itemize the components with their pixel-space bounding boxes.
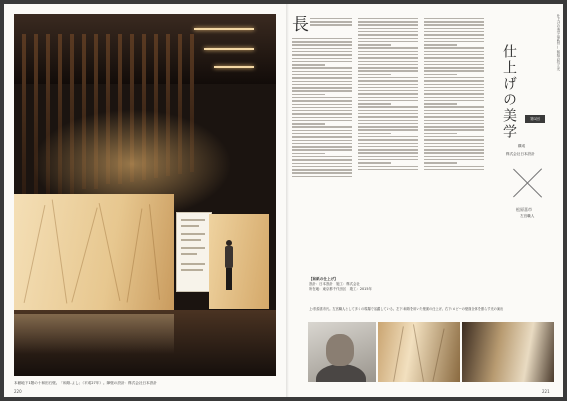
- ceiling-light: [204, 48, 254, 50]
- page-number-right: 221: [542, 389, 550, 394]
- body-text-line: [424, 74, 457, 75]
- ceiling-light: [194, 28, 254, 30]
- body-text-line: [358, 38, 418, 39]
- page-number-left: 220: [14, 389, 22, 394]
- body-text-line: [424, 18, 484, 19]
- portrait-photo: [308, 322, 376, 382]
- body-text-line: [424, 54, 484, 55]
- body-text-line: [424, 126, 484, 127]
- body-text-line: [292, 77, 352, 78]
- body-text-line: [292, 113, 352, 114]
- body-text-line: [292, 117, 352, 118]
- wall-texture: [99, 203, 121, 301]
- body-text-line: [358, 116, 418, 117]
- body-text-line: [424, 47, 484, 48]
- body-text-line: [424, 136, 484, 137]
- text-column-3: [424, 16, 484, 172]
- body-text-line: [424, 87, 484, 88]
- body-text-line: [424, 67, 484, 68]
- body-text-line: [358, 61, 418, 62]
- floor-reflection: [14, 314, 174, 354]
- body-text-line: [292, 120, 352, 121]
- body-text-line: [292, 123, 325, 124]
- info-board: [176, 212, 212, 292]
- body-text-line: [424, 123, 484, 124]
- body-text-line: [358, 123, 418, 124]
- body-text-line: [424, 93, 484, 94]
- body-text-line: [292, 107, 352, 108]
- body-text-line: [358, 97, 418, 98]
- body-text-line: [358, 24, 418, 25]
- body-text-line: [358, 74, 391, 75]
- body-text-line: [358, 136, 418, 137]
- body-text-line: [358, 18, 418, 19]
- body-text-line: [358, 143, 418, 144]
- body-text-line: [358, 84, 418, 85]
- body-text-line: [424, 129, 484, 130]
- body-text-line: [292, 97, 352, 98]
- body-text-line: [358, 103, 391, 104]
- body-text-line: [358, 156, 418, 157]
- body-text-line: [292, 44, 352, 45]
- body-text-line: [358, 106, 418, 107]
- lobby-wide-photo: [462, 322, 554, 382]
- body-text-line: [358, 44, 391, 45]
- body-text-line: [292, 130, 352, 131]
- body-text-line: [424, 106, 484, 107]
- body-text-line: [310, 18, 352, 19]
- ceiling-light: [214, 66, 254, 68]
- wall-detail-photo: [378, 322, 460, 382]
- person-figure: [224, 240, 234, 290]
- body-text-line: [424, 166, 484, 167]
- body-text-line: [424, 149, 484, 150]
- portrait-face: [326, 334, 354, 366]
- body-text-line: [358, 120, 418, 121]
- wall-texture: [413, 324, 424, 381]
- drop-cap: 長: [292, 16, 309, 35]
- body-text-line: [424, 116, 484, 117]
- portrait-shoulders: [316, 364, 366, 382]
- body-text-line: [424, 113, 484, 114]
- author-name-bottom: 松原喜市: [516, 207, 532, 212]
- body-text-line: [292, 51, 352, 52]
- body-text-line: [358, 152, 418, 153]
- wall-texture: [127, 209, 143, 303]
- text-column-1b: [292, 36, 352, 179]
- body-text-line: [292, 143, 352, 144]
- body-text-line: [292, 169, 352, 170]
- body-text-line: [358, 28, 418, 29]
- body-text-line: [358, 126, 418, 127]
- body-text-line: [358, 57, 418, 58]
- body-text-line: [292, 156, 352, 157]
- textured-wall-right: [209, 214, 269, 309]
- body-text: [292, 16, 484, 266]
- body-text-line: [292, 38, 352, 39]
- body-text-line: [424, 146, 484, 147]
- author-role-top: 構成: [518, 144, 526, 148]
- wood-slat: [22, 34, 26, 204]
- author-role-bottom: 左官職人: [520, 214, 535, 218]
- body-text-line: [424, 31, 484, 32]
- body-text-line: [292, 133, 352, 134]
- body-text-line: [292, 74, 352, 75]
- body-text-line: [358, 139, 418, 140]
- body-text-line: [424, 110, 484, 111]
- body-text-line: [424, 80, 484, 81]
- magazine-spread: [4, 4, 563, 397]
- body-text-line: [424, 51, 484, 52]
- body-text-line: [292, 149, 352, 150]
- body-text-line: [358, 100, 418, 101]
- lobby-photo: [14, 14, 276, 376]
- body-text-line: [358, 87, 418, 88]
- body-text-line: [292, 90, 352, 91]
- body-text-line: [424, 38, 484, 39]
- info-box-title: 【和紙の仕上げ】: [309, 277, 338, 281]
- author-name-top: 株式会社日本設計: [506, 152, 535, 156]
- body-text-line: [310, 21, 352, 22]
- article-title: 仕上げの美学: [501, 44, 517, 140]
- body-text-line: [292, 166, 352, 167]
- body-text-line: [292, 146, 352, 147]
- body-text-line: [424, 34, 484, 35]
- body-text-line: [310, 24, 352, 25]
- body-text-line: [424, 84, 484, 85]
- body-text-line: [424, 21, 484, 22]
- body-text-line: [424, 77, 484, 78]
- body-text-line: [292, 110, 352, 111]
- body-text-line: [292, 136, 352, 137]
- body-text-line: [424, 57, 484, 58]
- series-tag: 第1回: [525, 115, 545, 123]
- body-text-line: [292, 100, 352, 101]
- body-text-line: [292, 172, 352, 173]
- text-column-2: [358, 16, 418, 172]
- body-text-line: [424, 28, 484, 29]
- body-text-line: [292, 87, 352, 88]
- body-text-line: [358, 129, 418, 130]
- body-text-line: [358, 47, 418, 48]
- gutter: [286, 4, 289, 397]
- body-text-line: [358, 159, 418, 160]
- body-text-line: [292, 54, 352, 55]
- body-text-line: [358, 21, 418, 22]
- body-text-line: [358, 162, 391, 163]
- textured-wall: [14, 194, 174, 314]
- body-text-line: [358, 110, 418, 111]
- body-text-line: [358, 169, 418, 170]
- body-text-line: [358, 113, 418, 114]
- body-text-line: [358, 90, 418, 91]
- body-text-line: [292, 41, 352, 42]
- body-text-line: [424, 139, 484, 140]
- body-text-line: [292, 153, 325, 154]
- body-text-line: [424, 41, 484, 42]
- body-text-line: [424, 162, 457, 163]
- body-text-line: [424, 143, 484, 144]
- body-text-line: [424, 159, 484, 160]
- info-box: [309, 277, 419, 307]
- body-text-line: [292, 126, 352, 127]
- body-text-line: [292, 176, 352, 177]
- wall-texture: [52, 199, 68, 303]
- body-text-line: [292, 163, 352, 164]
- body-text-line: [358, 149, 418, 150]
- body-text-line: [358, 93, 418, 94]
- body-text-line: [358, 67, 418, 68]
- body-text-line: [292, 159, 352, 160]
- text-column-1: [310, 16, 352, 28]
- body-text-line: [358, 166, 418, 167]
- body-text-line: [358, 54, 418, 55]
- body-text-line: [292, 48, 352, 49]
- body-text-line: [358, 70, 418, 71]
- body-text-line: [424, 97, 484, 98]
- figure-caption: 上:松原喜市氏。左官職人として多くの現場で活躍している。左下:和紙を用いた壁面の仕上げ。右下:ロビーの壁面全体を照らす光の演出: [309, 307, 504, 311]
- body-text-line: [292, 84, 352, 85]
- body-text-line: [292, 61, 352, 62]
- wall-texture: [24, 205, 46, 303]
- wall-texture: [432, 328, 444, 381]
- body-text-line: [358, 41, 418, 42]
- body-text-line: [358, 34, 418, 35]
- body-text-line: [358, 80, 418, 81]
- body-text-line: [358, 146, 418, 147]
- body-text-line: [424, 100, 484, 101]
- body-text-line: [424, 90, 484, 91]
- body-text-line: [292, 140, 352, 141]
- body-text-line: [424, 70, 484, 71]
- wall-texture: [393, 326, 404, 381]
- body-text-line: [424, 120, 484, 121]
- wall-texture: [71, 208, 97, 303]
- info-box-line: 所在地：東京都千代田区 竣工：2015年: [309, 287, 372, 291]
- wall-texture: [149, 204, 160, 300]
- body-text-line: [424, 152, 484, 153]
- body-text-line: [424, 64, 484, 65]
- body-text-line: [424, 103, 457, 104]
- body-text-line: [358, 64, 418, 65]
- body-text-line: [424, 133, 457, 134]
- body-text-line: [292, 71, 352, 72]
- body-text-line: [292, 58, 352, 59]
- body-text-line: [358, 51, 418, 52]
- body-text-line: [292, 81, 352, 82]
- running-head: 仕上げの美学 第4回 — 和紙の技と光: [556, 14, 560, 71]
- body-text-line: [292, 104, 352, 105]
- body-text-line: [292, 94, 325, 95]
- info-box-line: 設計：日本設計 施工：株式会社: [309, 282, 360, 286]
- body-text-line: [292, 64, 325, 65]
- body-text-line: [358, 77, 418, 78]
- body-text-line: [424, 169, 484, 170]
- body-text-line: [358, 133, 391, 134]
- body-text-line: [424, 44, 457, 45]
- cross-mark-icon: [512, 167, 544, 199]
- body-text-line: [424, 24, 484, 25]
- body-text-line: [358, 31, 418, 32]
- body-text-line: [424, 156, 484, 157]
- body-text-line: [424, 61, 484, 62]
- photo-caption: 本館地下1階の十和田石壁。「和紙-よし」（平成27年）。障壁の設計：株式会社日本設計: [14, 381, 157, 385]
- body-text-line: [292, 67, 352, 68]
